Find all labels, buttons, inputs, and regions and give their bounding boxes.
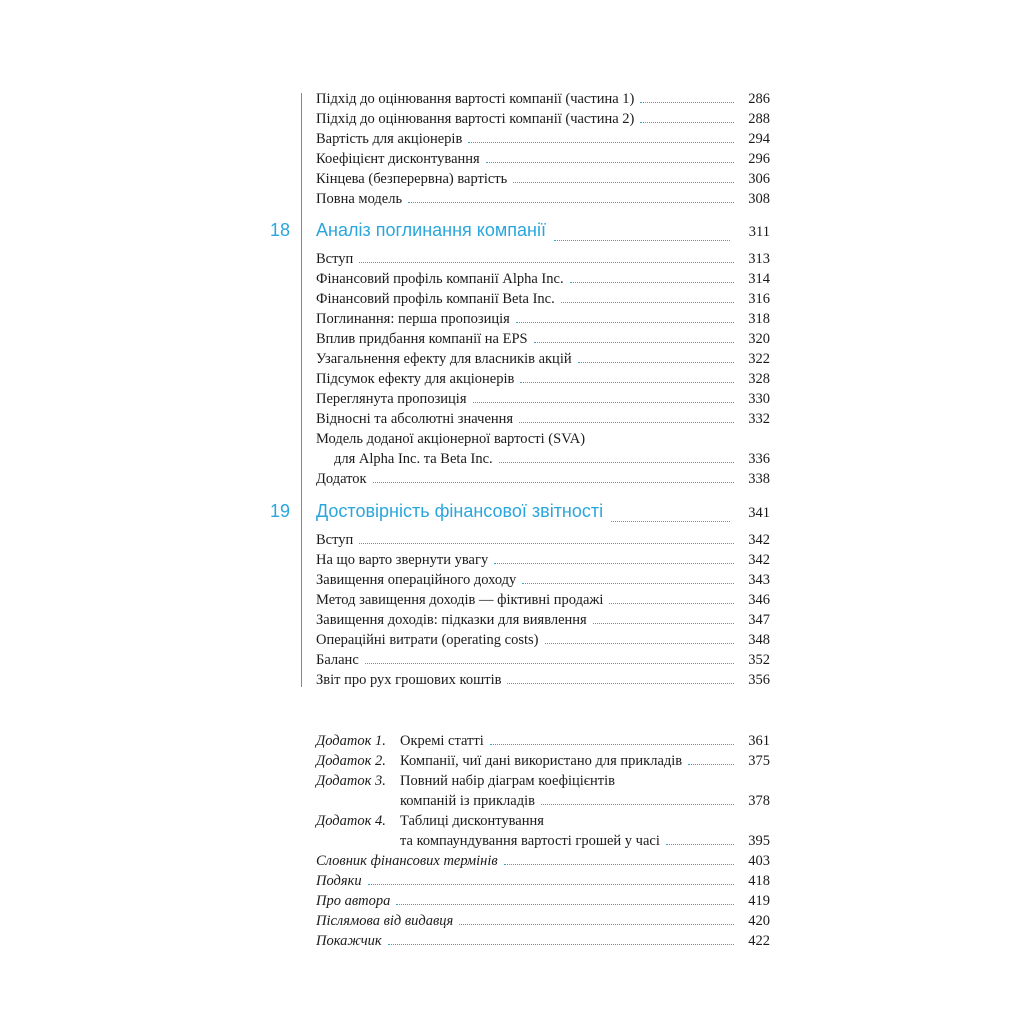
back-matter-entry[interactable] [316, 891, 770, 911]
leader-dots [609, 603, 734, 604]
leader-dots [561, 302, 734, 303]
appendix-label: Додаток 3. [316, 773, 386, 789]
entry-title: Вплив придбання компанії на EPS [316, 331, 528, 347]
leader-dots [499, 462, 734, 463]
page-number: 314 [748, 271, 770, 287]
toc-entry[interactable] [316, 349, 770, 369]
toc-entry[interactable] [316, 289, 770, 309]
toc-entry[interactable] [316, 129, 770, 149]
chapter-divider-line [301, 93, 302, 687]
leader-dots [408, 202, 734, 203]
page-number: 338 [748, 471, 770, 487]
page-number: 336 [748, 451, 770, 467]
chapter-title: Аналіз поглинання компанії [316, 220, 546, 240]
page-number: 375 [748, 753, 770, 769]
entry-title: Узагальнення ефекту для власників акцій [316, 351, 572, 367]
appendix-entry[interactable] [316, 811, 770, 831]
page-number: 318 [748, 311, 770, 327]
leader-dots [541, 804, 734, 805]
entry-title: Кінцева (безперервна) вартість [316, 171, 508, 187]
leader-dots [611, 521, 730, 522]
toc-entry[interactable] [316, 149, 770, 169]
page-number: 322 [748, 351, 770, 367]
chapter-heading-19[interactable] [270, 501, 770, 527]
toc-entry[interactable] [316, 610, 770, 630]
leader-dots [359, 543, 734, 544]
entry-title: Покажчик [316, 933, 382, 949]
appendix-label: Додаток 4. [316, 813, 386, 829]
entry-title: для Alpha Inc. та Beta Inc. [334, 451, 493, 467]
toc-entry[interactable] [316, 429, 770, 449]
page-number: 313 [748, 251, 770, 267]
leader-dots [459, 924, 734, 925]
appendix-label: Додаток 2. [316, 753, 386, 769]
toc-entry[interactable] [316, 309, 770, 329]
toc-entry[interactable] [316, 570, 770, 590]
leader-dots [688, 764, 734, 765]
page-number: 348 [748, 632, 770, 648]
page-number: 418 [748, 873, 770, 889]
chapter-number: 19 [270, 501, 291, 521]
back-matter-entry[interactable] [316, 851, 770, 871]
entry-title: Баланс [316, 652, 359, 668]
leader-dots [365, 663, 734, 664]
leader-dots [520, 382, 734, 383]
page-number: 311 [748, 224, 770, 240]
leader-dots [513, 182, 734, 183]
entry-title: Додаток [316, 471, 367, 487]
toc-entry[interactable] [316, 249, 770, 269]
leader-dots [578, 362, 734, 363]
entry-title: Післямова від видавця [316, 913, 454, 929]
page-number: 403 [748, 853, 770, 869]
page-number: 361 [748, 733, 770, 749]
page-number: 320 [748, 331, 770, 347]
page-number: 341 [748, 505, 770, 521]
toc-entry[interactable] [316, 409, 770, 429]
leader-dots [545, 643, 734, 644]
leader-dots [522, 583, 734, 584]
entry-title: Словник фінансових термінів [316, 853, 498, 869]
page-number: 419 [748, 893, 770, 909]
leader-dots [504, 864, 734, 865]
page-number: 332 [748, 411, 770, 427]
page-number: 316 [748, 291, 770, 307]
page-number: 342 [748, 532, 770, 548]
appendix-entry-continued[interactable] [316, 791, 770, 811]
page-number: 342 [748, 552, 770, 568]
page-number: 328 [748, 371, 770, 387]
page-number: 422 [748, 933, 770, 949]
entry-title: Окремі статті [400, 733, 484, 749]
back-matter-entry[interactable] [316, 911, 770, 931]
leader-dots [640, 102, 734, 103]
appendix-label: Додаток 1. [316, 733, 386, 749]
leader-dots [534, 342, 734, 343]
leader-dots [373, 482, 734, 483]
toc-entry[interactable] [316, 389, 770, 409]
entry-title: компаній із прикладів [400, 793, 535, 809]
page-number: 286 [748, 91, 770, 107]
entry-title: Операційні витрати (operating costs) [316, 632, 539, 648]
page-number: 352 [748, 652, 770, 668]
leader-dots [490, 744, 734, 745]
entry-title: Повна модель [316, 191, 403, 207]
leader-dots [486, 162, 734, 163]
page-number: 294 [748, 131, 770, 147]
toc-entry[interactable] [316, 670, 770, 690]
entry-title: Відносні та абсолютні значення [316, 411, 514, 427]
toc-entry[interactable] [316, 89, 770, 109]
entry-title: Фінансовий профіль компанії Beta Inc. [316, 291, 555, 307]
back-matter-entry[interactable] [316, 931, 770, 951]
entry-title: Подяки [316, 873, 362, 889]
toc-entry[interactable] [316, 530, 770, 550]
page-number: 308 [748, 191, 770, 207]
toc-entry[interactable] [316, 329, 770, 349]
leader-dots [640, 122, 734, 123]
entry-title: Завищення доходів: підказки для виявлення [316, 612, 587, 628]
entry-title: Завищення операційного доходу [316, 572, 517, 588]
toc-entry[interactable] [316, 590, 770, 610]
toc-entry[interactable] [316, 630, 770, 650]
page-number: 343 [748, 572, 770, 588]
leader-dots [554, 240, 730, 241]
back-matter-entry[interactable] [316, 871, 770, 891]
leader-dots [473, 402, 734, 403]
page-number: 378 [748, 793, 770, 809]
page-number: 420 [748, 913, 770, 929]
page-number: 296 [748, 151, 770, 167]
chapter-number: 18 [270, 220, 291, 240]
leader-dots [516, 322, 734, 323]
entry-title: Підсумок ефекту для акціонерів [316, 371, 515, 387]
entry-title: На що варто звернути увагу [316, 552, 489, 568]
page-number: 288 [748, 111, 770, 127]
toc-entry[interactable] [316, 189, 770, 209]
appendix-entry[interactable] [316, 731, 770, 751]
page-number: 395 [748, 833, 770, 849]
entry-title: Повний набір діаграм коефіцієнтів [400, 773, 615, 789]
leader-dots [468, 142, 734, 143]
page-number: 306 [748, 171, 770, 187]
leader-dots [593, 623, 734, 624]
entry-title: Звіт про рух грошових коштів [316, 672, 502, 688]
toc-entry[interactable] [316, 169, 770, 189]
toc-entry[interactable] [316, 469, 770, 489]
toc-entry-continued[interactable] [316, 449, 770, 469]
entry-title: та компаундування вартості грошей у часі [400, 833, 660, 849]
entry-title: Метод завищення доходів — фіктивні продажі [316, 592, 604, 608]
entry-title: Вартість для акціонерів [316, 131, 463, 147]
toc-entry[interactable] [316, 650, 770, 670]
entry-title: Переглянута пропозиція [316, 391, 467, 407]
toc-entry[interactable] [316, 109, 770, 129]
entry-title: Фінансовий профіль компанії Alpha Inc. [316, 271, 564, 287]
chapter-heading-18[interactable] [270, 220, 770, 246]
entry-title: Вступ [316, 251, 354, 267]
page-number: 330 [748, 391, 770, 407]
chapter-title: Достовірність фінансової звітності [316, 501, 604, 521]
leader-dots [368, 884, 734, 885]
entry-title: Про автора [316, 893, 391, 909]
leader-dots [494, 563, 734, 564]
entry-title: Компанії, чиї дані використано для прикладів [400, 753, 683, 769]
entry-title: Таблиці дисконтування [400, 813, 544, 829]
page-number: 346 [748, 592, 770, 608]
toc-entry[interactable] [316, 550, 770, 570]
appendix-entry-continued[interactable] [316, 831, 770, 851]
leader-dots [519, 422, 734, 423]
toc-entry[interactable] [316, 369, 770, 389]
leader-dots [666, 844, 734, 845]
page-number: 356 [748, 672, 770, 688]
entry-title: Вступ [316, 532, 354, 548]
leader-dots [507, 683, 734, 684]
entry-title: Підхід до оцінювання вартості компанії (частина 2) [316, 111, 635, 127]
leader-dots [396, 904, 734, 905]
leader-dots [359, 262, 734, 263]
appendix-entry[interactable] [316, 751, 770, 771]
entry-title: Підхід до оцінювання вартості компанії (частина 1) [316, 91, 635, 107]
leader-dots [570, 282, 734, 283]
page-number: 347 [748, 612, 770, 628]
leader-dots [388, 944, 734, 945]
toc-entry[interactable] [316, 269, 770, 289]
appendix-entry[interactable] [316, 771, 770, 791]
entry-title: Поглинання: перша пропозиція [316, 311, 510, 327]
entry-title: Коефіцієнт дисконтування [316, 151, 480, 167]
entry-title: Модель доданої акціонерної вартості (SVA) [316, 431, 586, 447]
